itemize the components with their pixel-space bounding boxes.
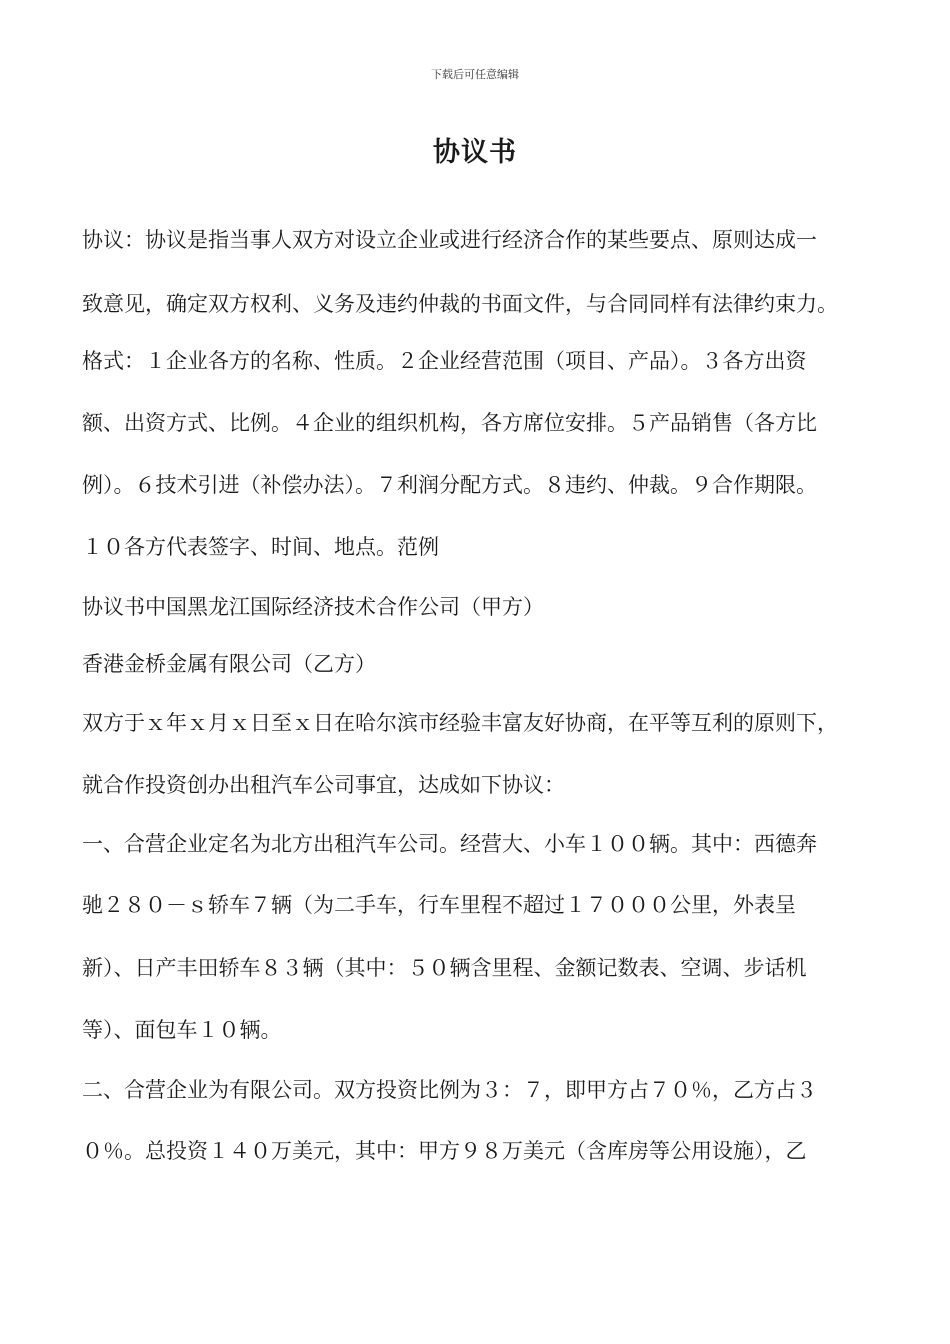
body-line: 就合作投资创办出租汽车公司事宜，达成如下协议： bbox=[82, 773, 565, 797]
body-line: 额、出资方式、比例。４企业的组织机构，各方席位安排。５产品销售（各方比 bbox=[82, 411, 817, 435]
body-line: 一、合营企业定名为北方出租汽车公司。经营大、小车１００辆。其中：西德奔 bbox=[82, 832, 817, 856]
body-line: 协议书中国黑龙江国际经济技术合作公司（甲方） bbox=[82, 595, 544, 619]
body-line: ０％。总投资１４０万美元，其中：甲方９８万美元（含库房等公用设施），乙 bbox=[82, 1139, 807, 1163]
body-line: 等）、面包车１０辆。 bbox=[82, 1018, 282, 1042]
body-line: 驰２８０－ｓ轿车７辆（为二手车，行车里程不超过１７０００公里，外表呈 bbox=[82, 893, 796, 917]
body-line: 格式：１企业各方的名称、性质。２企业经营范围（项目、产品）。３各方出资 bbox=[82, 349, 807, 373]
body-line: １０各方代表签字、时间、地点。范例 bbox=[82, 535, 439, 559]
body-line: 新）、日产丰田轿车８３辆（其中：５０辆含里程、金额记数表、空调、步话机 bbox=[82, 956, 807, 980]
body-line: 例）。６技术引进（补偿办法）。７利润分配方式。８违约、仲裁。９合作期限。 bbox=[82, 473, 817, 497]
header-note: 下载后可任意编辑 bbox=[431, 68, 519, 81]
body-line: 二、合营企业为有限公司。双方投资比例为３：７，即甲方占７０％，乙方占３ bbox=[82, 1078, 817, 1102]
body-line: 双方于ｘ年ｘ月ｘ日至ｘ日在哈尔滨市经验丰富友好协商，在平等互利的原则下， bbox=[82, 711, 838, 735]
body-line: 致意见，确定双方权利、义务及违约仲裁的书面文件，与合同同样有法律约束力。 bbox=[82, 292, 838, 316]
document-title: 协议书 bbox=[433, 137, 517, 168]
body-line: 协议：协议是指当事人双方对设立企业或进行经济合作的某些要点、原则达成一 bbox=[82, 228, 817, 252]
body-line: 香港金桥金属有限公司（乙方） bbox=[82, 652, 376, 676]
